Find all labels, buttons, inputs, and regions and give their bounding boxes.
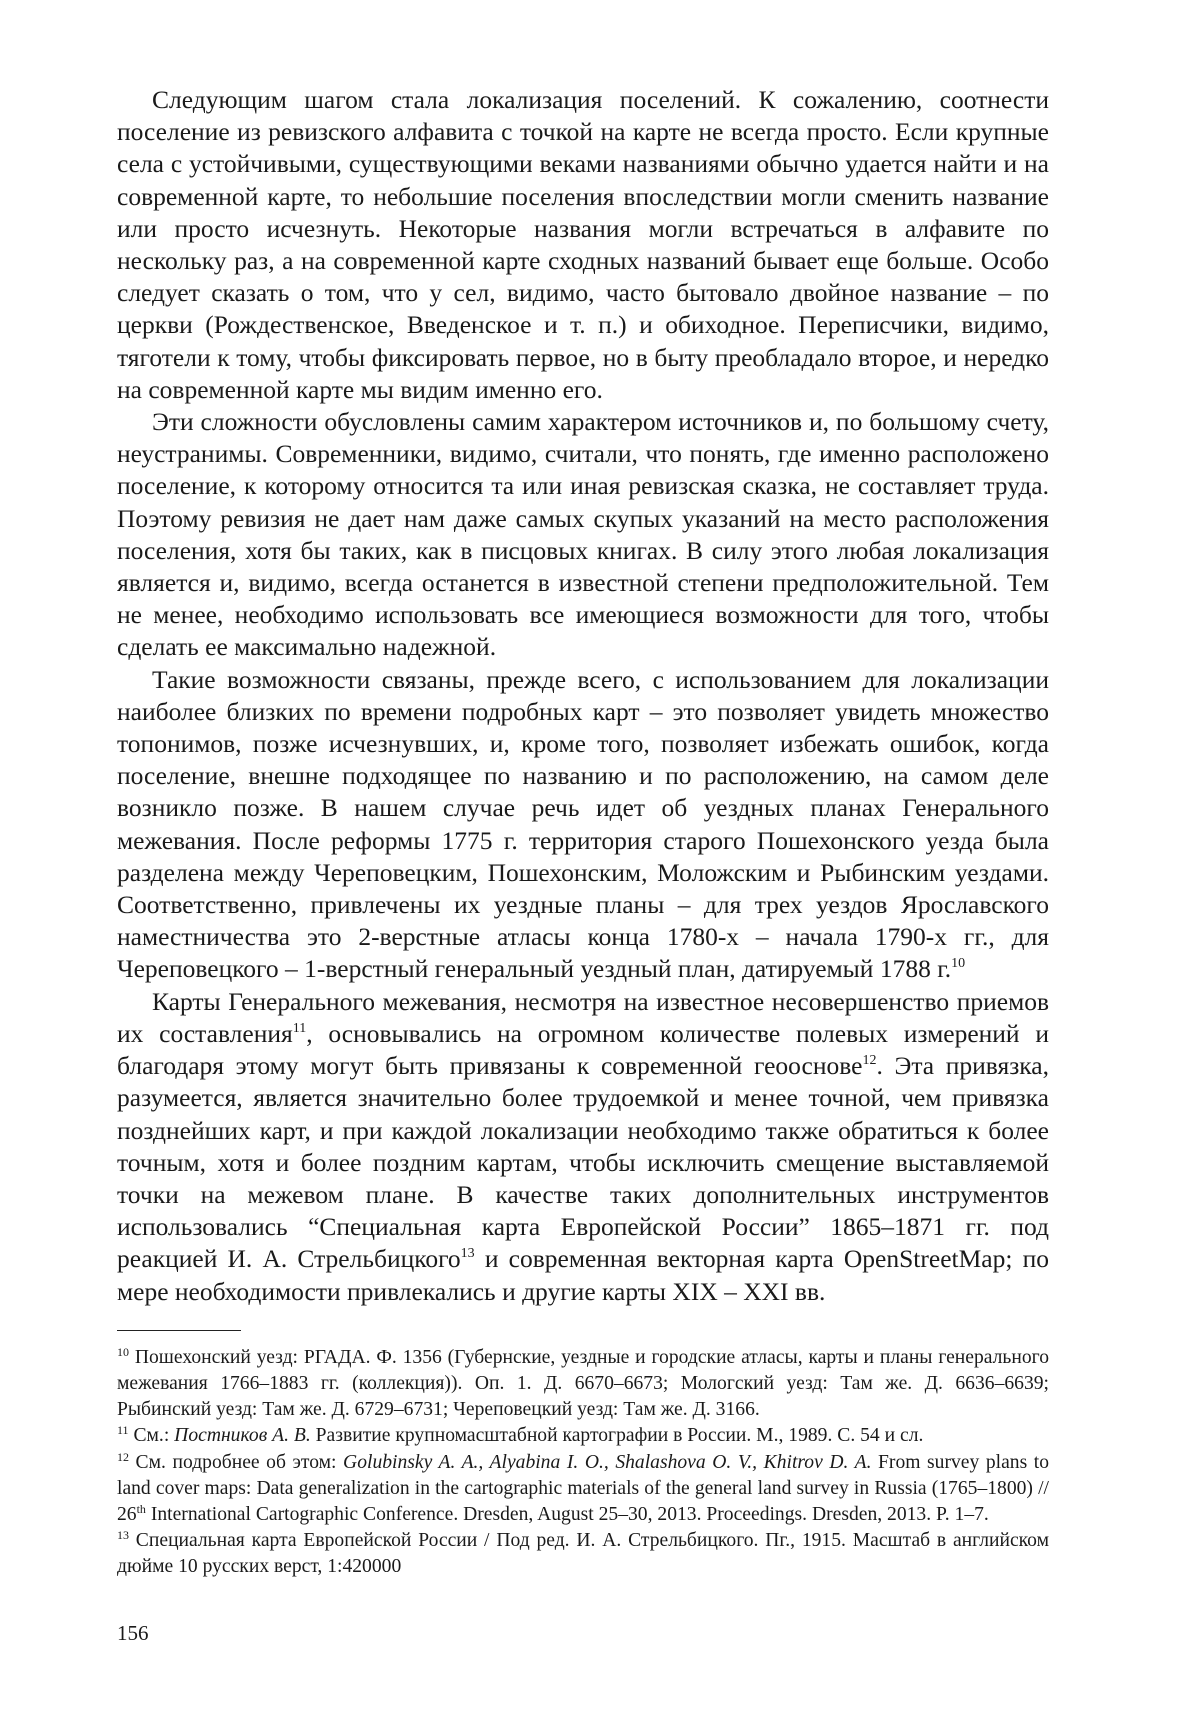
footnote-11 xyxy=(117,1423,1049,1449)
main-text xyxy=(117,84,1049,1308)
footnote-12-text-b: International Cartographic Conference. Dresden, August 25–30, 2013. Proceedings. Dresden, 2013. P. 1–7. xyxy=(145,1503,989,1525)
footnote-12 xyxy=(117,1450,1049,1529)
document-page xyxy=(117,84,1049,1645)
footnote-13-text: Специальная карта Европейской России / Под ред. И. А. Стрельбицкого. Пг., 1915. Масштаб в английском дюйме 10 русских верст, 1:420000 xyxy=(117,1530,1049,1578)
footnote-mark-11: 11 xyxy=(117,1423,129,1438)
paragraph-1 xyxy=(117,84,1049,406)
footnotes xyxy=(117,1345,1049,1581)
page-number: 156 xyxy=(117,1620,149,1645)
footnote-12-text-a: From survey plans to land cover maps: Data generalization in the cartographic materials of the general land survey in Russia (1765–1800) // 26 xyxy=(117,1451,1050,1525)
paragraph-2-text: Эти сложности обусловлены самим характером источников и, по большому счету, неустранимы. Современники, видимо, считали, что понять, где именно расположено поселение, к которому относится та или иная ревизская сказка, не составляет труда. Поэтому ревизия не дает нам даже самых скупых указаний на место расположения поселения, хотя бы таких, как в писцовых книгах. В силу этого любая локализация является и, видимо, всегда останется в известной степени предположительной. Тем не менее, необходимо использовать все имеющиеся возможности для того, чтобы сделать ее максимально надежной. xyxy=(117,407,1049,662)
paragraph-4-text-d: и современная векторная карта OpenStreetMap; по мере необходимости привлекались и другие карты XIX – XXI вв. xyxy=(117,1244,1049,1306)
footnote-10-text: Пошехонский уезд: РГАДА. Ф. 1356 (Губернские, уездные и городские атласы, карты и планы генерального межевания 1766–1883 гг. (коллекция)). Оп. 1. Д. 6670–6673; Мологский уезд: Там же. Д. 6636–6639; Рыбинский уезд: Там же. Д. 6729–6731; Череповецкий уезд: Там же. Д. 3166. xyxy=(117,1346,1049,1421)
paragraph-1-text: Следующим шагом стала локализация поселений. К сожалению, соотнести поселение из ревизского алфавита с точкой на карте не всегда просто. Если крупные села с устойчивыми, существующими веками названиями обычно удается найти и на современной карте, то небольшие поселения впоследствии могли сменить название или просто исчезнуть. Некоторые названия могли встречаться в алфавите по нескольку раз, а на современной карте сходных названий бывает еще больше. Особо следует сказать о том, что у сел, видимо, часто бытовало двойное название – по церкви (Рождественское, Введенское и т. п.) и обиходное. Переписчики, видимо, тяготели к тому, чтобы фиксировать первое, но в быту преобладало второе, и нередко на современной карте мы видим именно его. xyxy=(117,85,1049,404)
footnote-ref-13[interactable]: 13 xyxy=(460,1246,475,1262)
footnote-13 xyxy=(117,1528,1049,1580)
footnote-ref-10[interactable]: 10 xyxy=(951,956,966,972)
paragraph-4-text-c: . Эта привязка, разумеется, является значительно более трудоемкой и менее точной, чем привязка позднейших карт, и при каждой локализации необходимо также обратиться к более точным, хотя и более поздним картам, чтобы исключить смещение выставляемой точки на межевом плане. В качестве таких дополнительных инструментов использовались “Специальная карта Европейской России” 1865–1871 гг. под реакцией И. А. Стрельбицкого xyxy=(117,1051,1049,1274)
footnote-12-prefix: См. подробнее об этом: xyxy=(129,1451,344,1473)
footnote-mark-12: 12 xyxy=(117,1449,129,1464)
paragraph-3-text: Такие возможности связаны, прежде всего, с использованием для локализации наиболее близких по времени подробных карт – это позволяет увидеть множество топонимов, позже исчезнувших, и, кроме того, позволяет избежать ошибок, когда поселение, внешне подходящее по названию и по расположению, на самом деле возникло позже. В нашем случае речь идет об уездных планах Генерального межевания. После реформы 1775 г. территория старого Пошехонского уезда была разделена между Череповецким, Пошехонским, Моложским и Рыбинским уездами. Соответственно, привлечены их уездные планы – для трех уездов Ярославского наместничества это 2-верстные атласы конца 1780-х – начала 1790-х гг., для Череповецкого – 1-верстный генеральный уездный план, датируемый 1788 г. xyxy=(117,664,1049,984)
footnote-ref-12[interactable]: 12 xyxy=(862,1053,877,1069)
paragraph-4 xyxy=(117,986,1049,1308)
paragraph-2 xyxy=(117,406,1049,664)
footnote-mark-10: 10 xyxy=(117,1344,129,1359)
paragraph-3 xyxy=(117,664,1049,986)
footnote-11-text: Развитие крупномасштабной картографии в России. М., 1989. С. 54 и сл. xyxy=(310,1425,924,1447)
footnote-11-prefix: См.: xyxy=(128,1425,175,1447)
footnote-10 xyxy=(117,1345,1049,1424)
footnote-ref-11[interactable]: 11 xyxy=(292,1020,307,1036)
footnote-12-ordinal: th xyxy=(136,1501,146,1516)
footnote-11-author: Постников А. В. xyxy=(174,1425,311,1447)
footnote-separator xyxy=(117,1330,241,1331)
footnote-12-authors: Golubinsky A. A., Alyabina I. O., Shalashova O. V., Khitrov D. A. xyxy=(343,1451,872,1473)
paragraph-4-text-b: , основывались на огромном количестве полевых измерений и благодаря этому могут быть привязаны к современной геооснове xyxy=(117,1018,1049,1081)
paragraph-4-text-a: Карты Генерального межевания, несмотря на известное несовершенство приемов их составления xyxy=(117,986,1049,1048)
footnote-mark-13: 13 xyxy=(117,1528,129,1543)
